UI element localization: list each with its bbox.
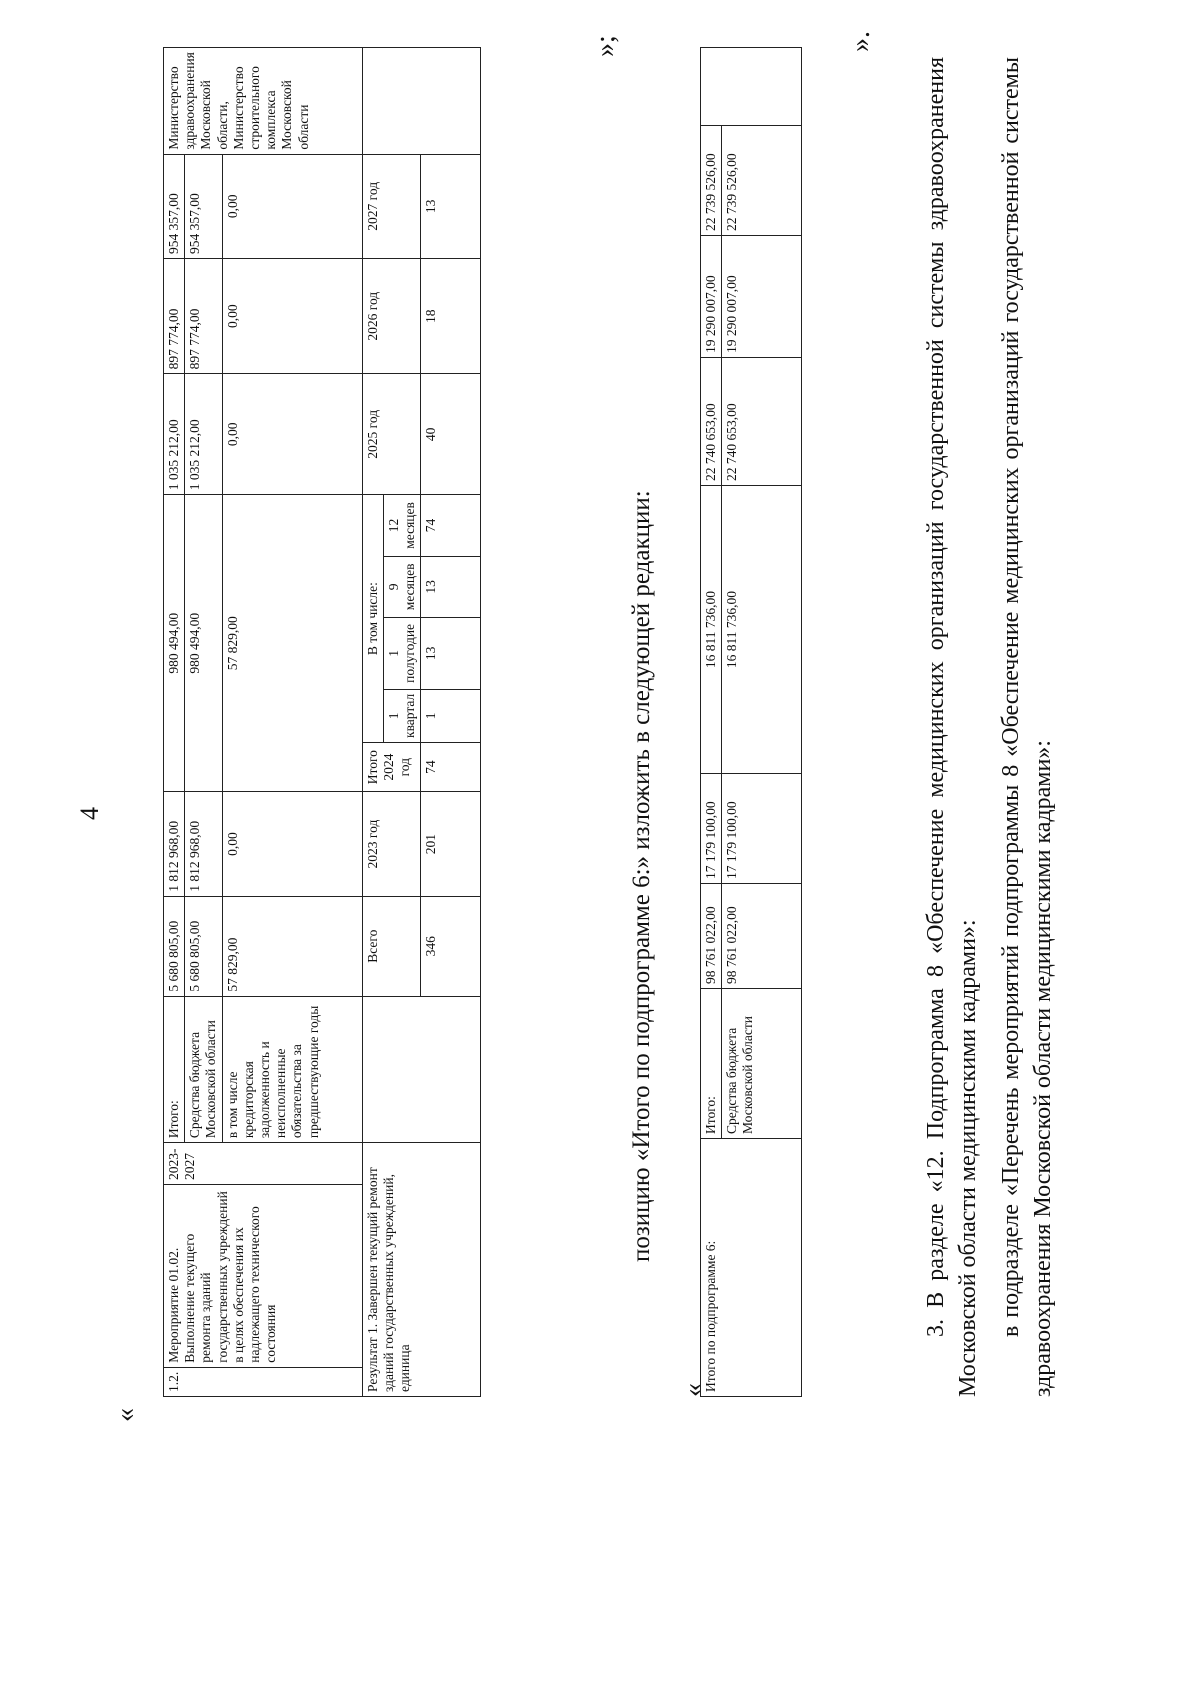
row-label: Итого: xyxy=(701,989,722,1139)
cell-total: 98 761 022,00 xyxy=(701,884,722,989)
cell-2023: 17 179 100,00 xyxy=(701,774,722,884)
header-2026: 2026 год xyxy=(362,259,421,374)
cell-total: 57 829,00 xyxy=(222,896,362,996)
value-2023: 201 xyxy=(421,792,481,896)
cell-2025: 22 740 653,00 xyxy=(722,358,802,486)
cell-2023: 1 812 968,00 xyxy=(185,792,222,896)
cell-2027: 22 739 526,00 xyxy=(701,126,722,236)
value-q1: 1 xyxy=(421,689,481,742)
event-period: 2023-2027 xyxy=(164,1143,363,1185)
header-m12: 12 месяцев xyxy=(383,495,420,556)
cell-2025: 1 035 212,00 xyxy=(164,374,185,495)
responsible-org: Министерство здравоохранения Московской области, Министерство строительного комплекса Московской области xyxy=(164,48,363,155)
value-2026: 18 xyxy=(421,259,481,374)
header-2025: 2025 год xyxy=(362,374,421,495)
header-2023: 2023 год xyxy=(362,792,421,896)
open-quote-2: « xyxy=(678,1383,709,1397)
header-incl: В том числе: xyxy=(362,495,383,743)
cell-2024: 16 811 736,00 xyxy=(701,486,722,774)
empty-cell xyxy=(362,48,481,155)
value-total: 346 xyxy=(421,896,481,996)
close-quote-1: »; xyxy=(590,35,621,57)
row-label: Средства бюджета Московской области xyxy=(722,989,802,1139)
cell-2027: 954 357,00 xyxy=(164,154,185,258)
page-number: 4 xyxy=(75,807,104,820)
close-quote-2: ». xyxy=(845,31,876,52)
cell-2027: 954 357,00 xyxy=(185,154,222,258)
cell-2024: 980 494,00 xyxy=(164,495,185,792)
cell-2026: 19 290 007,00 xyxy=(701,236,722,358)
cell-2024: 16 811 736,00 xyxy=(722,486,802,774)
cell-2026: 19 290 007,00 xyxy=(722,236,802,358)
open-quote: « xyxy=(110,1408,141,1422)
header-2027: 2027 год xyxy=(362,154,421,258)
paragraph-subsection: в подразделе «Перечень мероприятий подпрограммы 8 «Обеспечение медицинских организаций государственной системы здравоохранения Московской области медицинскими кадрами»: xyxy=(998,57,1057,1397)
value-2025: 40 xyxy=(421,374,481,495)
value-2024: 74 xyxy=(421,742,481,791)
header-m9: 9 месяцев xyxy=(383,556,420,617)
value-m12: 74 xyxy=(421,495,481,556)
event-table xyxy=(163,47,481,1397)
cell-2024: 57 829,00 xyxy=(222,495,362,792)
header-2024: Итого 2024 год xyxy=(362,742,421,791)
cell-total: 5 680 805,00 xyxy=(164,896,185,996)
header-q1: 1 квартал xyxy=(383,689,420,742)
cell-2023: 0,00 xyxy=(222,792,362,896)
value-h1: 13 xyxy=(421,618,481,690)
value-2027: 13 xyxy=(421,154,481,258)
row-number: 1.2. xyxy=(164,1367,363,1396)
subprogram-total-table xyxy=(700,47,802,1397)
value-m9: 13 xyxy=(421,556,481,617)
header-h1: 1 полугодие xyxy=(383,618,420,690)
cell-2023: 1 812 968,00 xyxy=(164,792,185,896)
row-label: Итого: xyxy=(164,996,185,1143)
instruction-text: позицию «Итого по подпрограмме 6:» изложить в следующей редакции: xyxy=(628,490,655,1262)
cell-2025: 1 035 212,00 xyxy=(185,374,222,495)
cell-2026: 897 774,00 xyxy=(164,259,185,374)
cell-2027: 0,00 xyxy=(222,154,362,258)
header-total: Всего xyxy=(362,896,421,996)
paragraph-section-12: 3. В разделе «12. Подпрограмма 8 «Обеспечение медицинских организаций государственной системы здравоохранения Московской области медицинскими кадрами»: xyxy=(923,57,982,1397)
empty-cell xyxy=(701,48,802,126)
cell-2026: 0,00 xyxy=(222,259,362,374)
cell-2026: 897 774,00 xyxy=(185,259,222,374)
row-label: в том числе кредиторская задолженность и неисполненные обязательства за предшествующие годы xyxy=(222,996,362,1143)
event-name: Мероприятие 01.02. Выполнение текущего ремонта зданий государственных учреждений в целях обеспечения их надлежащего технического состояния xyxy=(164,1185,363,1368)
cell-2024: 980 494,00 xyxy=(185,495,222,792)
cell-2027: 22 739 526,00 xyxy=(722,126,802,236)
cell-2025: 0,00 xyxy=(222,374,362,495)
subprogram-name: Итого по подпрограмме 6: xyxy=(701,1139,802,1397)
cell-2023: 17 179 100,00 xyxy=(722,774,802,884)
result-name: Результат 1. Завершен текущий ремонт зданий государственных учреждений, единица xyxy=(362,1143,481,1397)
cell-total: 5 680 805,00 xyxy=(185,896,222,996)
empty-cell xyxy=(362,996,481,1143)
cell-2025: 22 740 653,00 xyxy=(701,358,722,486)
cell-total: 98 761 022,00 xyxy=(722,884,802,989)
row-label: Средства бюджета Московской области xyxy=(185,996,222,1143)
